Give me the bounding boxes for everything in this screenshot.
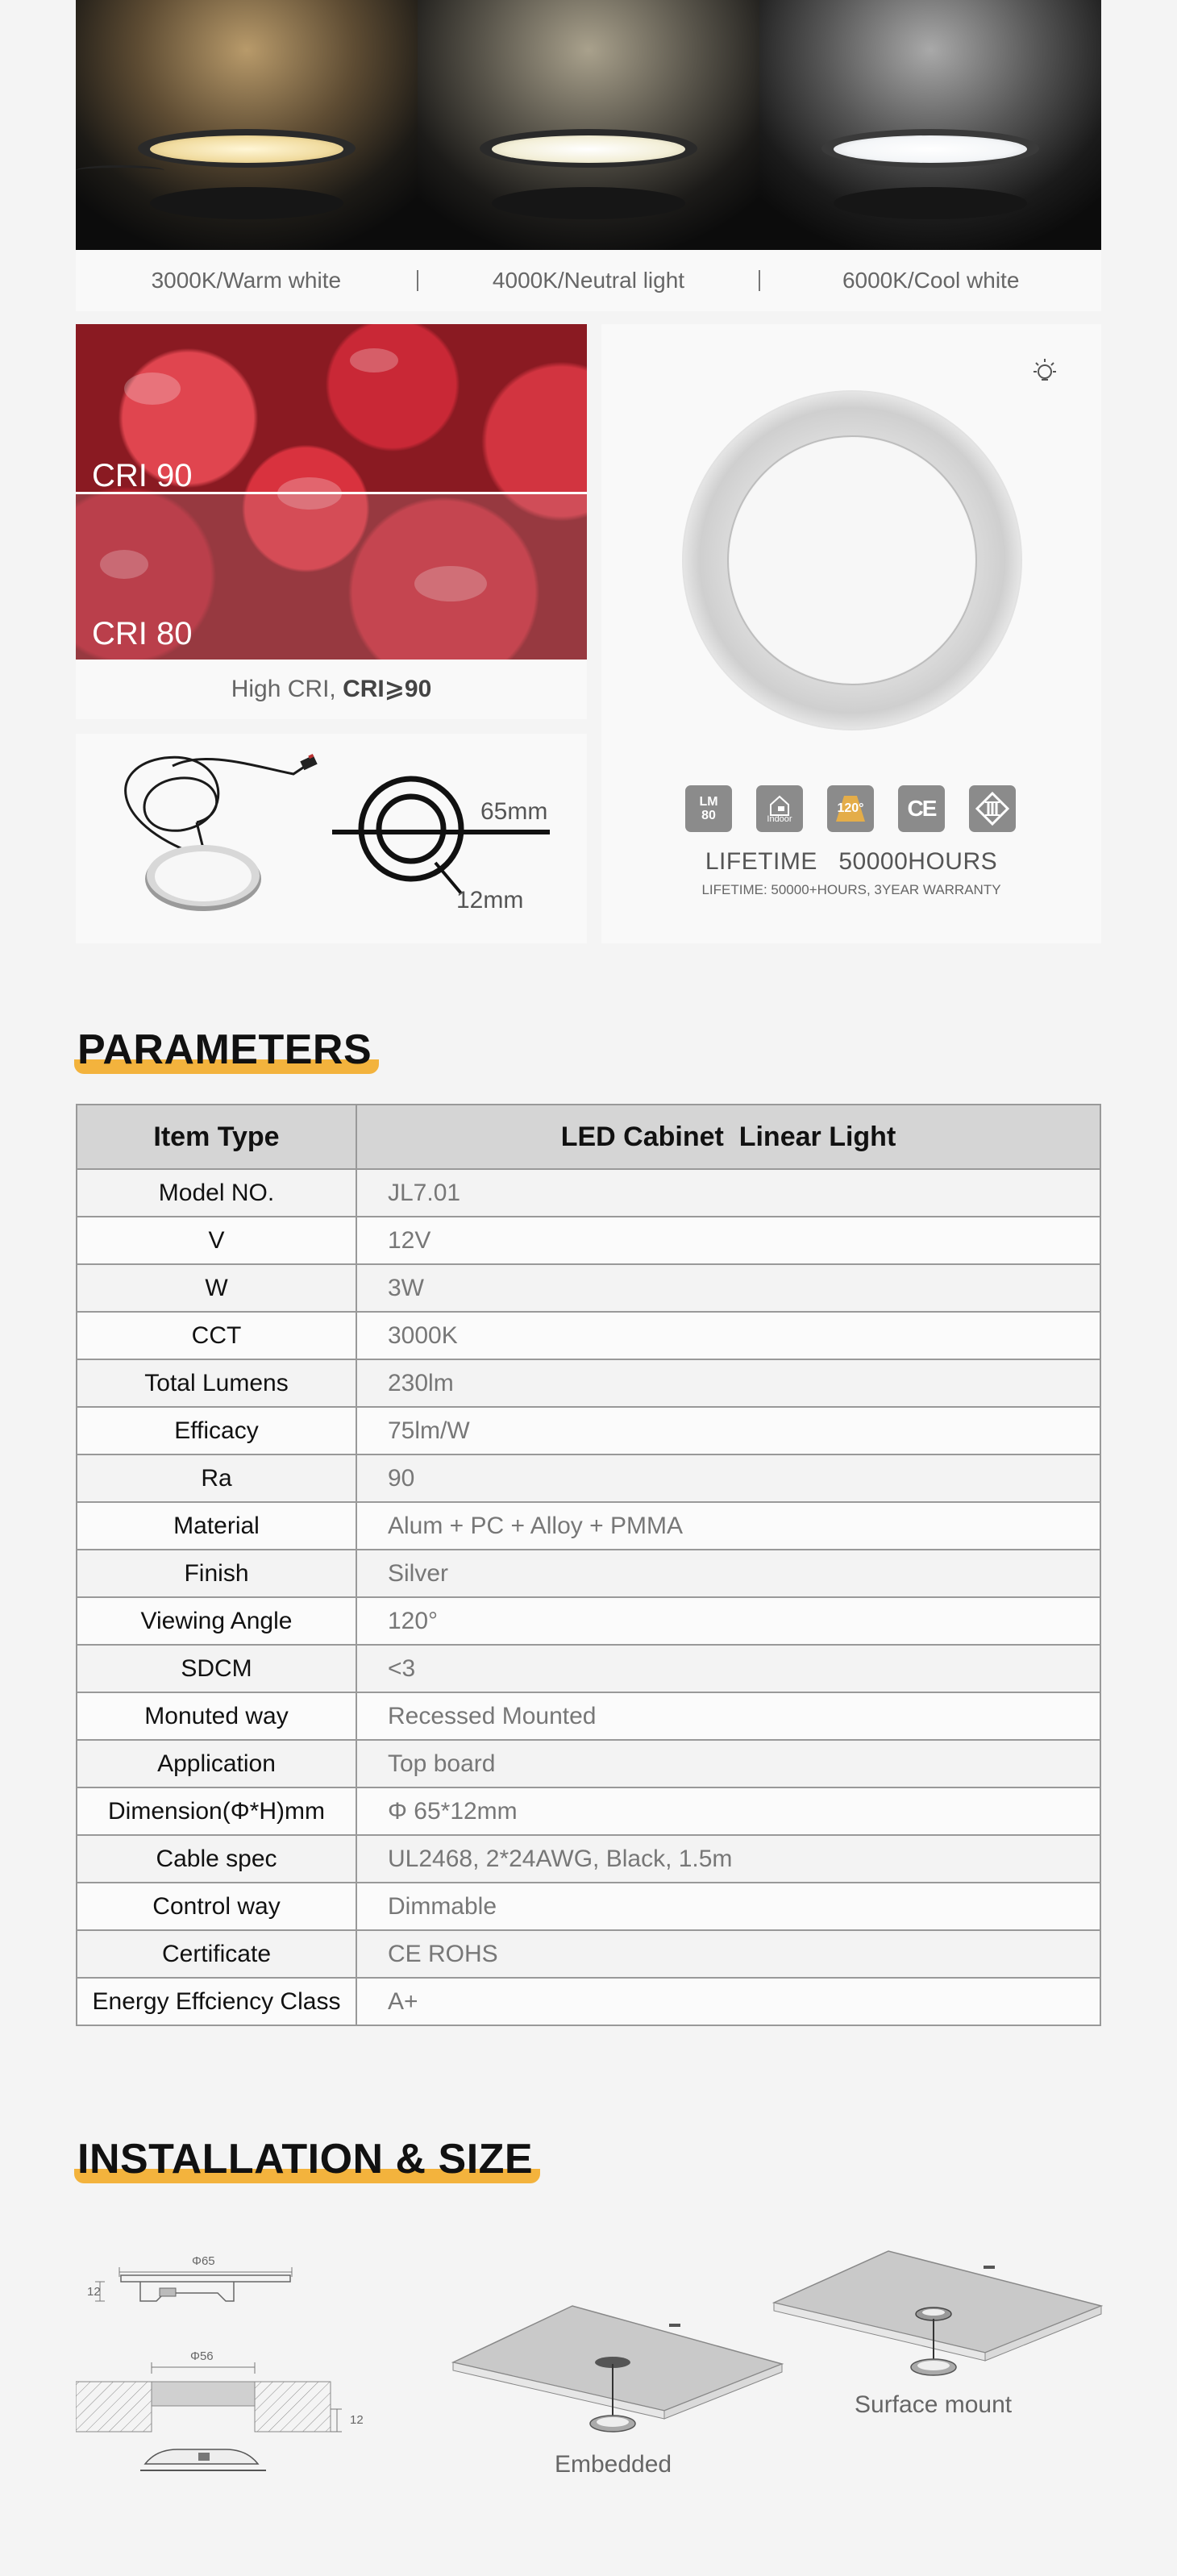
lifetime-title: LIFETIME 50000HOURS	[705, 848, 998, 875]
param-value: CE ROHS	[356, 1930, 1100, 1978]
table-header-value: LED Cabinet Linear Light	[356, 1105, 1100, 1169]
param-value: JL7.01	[356, 1169, 1100, 1217]
product-photo	[682, 390, 1022, 730]
param-key: Material	[77, 1502, 356, 1550]
param-value: 3W	[356, 1264, 1100, 1312]
cri-80-tag: CRI 80	[92, 616, 193, 651]
table-row	[77, 1312, 1100, 1359]
table-row	[77, 1835, 1100, 1883]
param-key: Control way	[77, 1883, 356, 1930]
param-value: 90	[356, 1454, 1100, 1502]
param-value: Silver	[356, 1550, 1100, 1597]
cri-caption-bold: CRI⩾90	[343, 676, 432, 702]
surface-mount-illustration	[772, 2248, 1103, 2385]
param-value: 120°	[356, 1597, 1100, 1645]
param-key: Monuted way	[77, 1692, 356, 1740]
param-key: Total Lumens	[77, 1359, 356, 1407]
parameters-title: PARAMETERS	[77, 1026, 372, 1073]
indoor-icon: Indoor	[756, 785, 803, 832]
cct-photo-warm	[76, 0, 418, 250]
parameters-table-body	[77, 1169, 1100, 2025]
param-value: A+	[356, 1978, 1100, 2025]
param-value: Top board	[356, 1740, 1100, 1787]
table-row	[77, 1217, 1100, 1264]
drawing-height: 12	[87, 2285, 101, 2299]
param-key: Finish	[77, 1550, 356, 1597]
param-key: V	[77, 1217, 356, 1264]
param-value: 75lm/W	[356, 1407, 1100, 1454]
installation-title: INSTALLATION & SIZE	[77, 2136, 534, 2183]
table-row	[77, 1264, 1100, 1312]
dimensions-card	[76, 734, 587, 943]
param-key: SDCM	[77, 1645, 356, 1692]
cct-label-neutral: 4000K/Neutral light	[492, 268, 685, 293]
cct-label-cool: 6000K/Cool white	[842, 268, 1020, 293]
table-row	[77, 1740, 1100, 1787]
param-value: Φ 65*12mm	[356, 1787, 1100, 1835]
param-key: Efficacy	[77, 1407, 356, 1454]
drawing-cutout-diameter: Φ56	[190, 2349, 214, 2363]
cct-photo-cool	[759, 0, 1101, 250]
parameters-table	[76, 1104, 1101, 2026]
table-header-key: Item Type	[77, 1105, 356, 1169]
table-row	[77, 1978, 1100, 2025]
param-key: W	[77, 1264, 356, 1312]
table-row	[77, 1597, 1100, 1645]
product-card	[601, 324, 1101, 943]
ce-mark-icon: CE	[898, 785, 945, 832]
drawing-outer-diameter: Φ65	[192, 2254, 215, 2268]
class-iii-icon	[969, 785, 1016, 832]
param-value: <3	[356, 1645, 1100, 1692]
param-key: Ra	[77, 1454, 356, 1502]
param-key: Energy Effciency Class	[77, 1978, 356, 2025]
lightbulb-icon	[1029, 355, 1061, 387]
table-row	[77, 1930, 1100, 1978]
param-key: Application	[77, 1740, 356, 1787]
surface-mount-label: Surface mount	[855, 2391, 1013, 2418]
param-value: 230lm	[356, 1359, 1100, 1407]
lm80-icon: LM 80	[685, 785, 732, 832]
embedded-mount-illustration	[451, 2298, 790, 2443]
param-key: Certificate	[77, 1930, 356, 1978]
cri-card	[76, 324, 587, 719]
param-value: 3000K	[356, 1312, 1100, 1359]
param-value: Dimmable	[356, 1883, 1100, 1930]
table-row	[77, 1883, 1100, 1930]
table-row	[77, 1169, 1100, 1217]
cct-label-warm: 3000K/Warm white	[151, 268, 342, 293]
cri-90-tag: CRI 90	[92, 458, 193, 493]
param-key: Model NO.	[77, 1169, 356, 1217]
cct-photo-strip	[76, 0, 1101, 250]
table-row	[77, 1550, 1100, 1597]
cct-photo-neutral	[418, 0, 759, 250]
table-row	[77, 1787, 1100, 1835]
param-key: CCT	[77, 1312, 356, 1359]
param-key: Dimension(Φ*H)mm	[77, 1787, 356, 1835]
param-value: UL2468, 2*24AWG, Black, 1.5m	[356, 1835, 1100, 1883]
cct-label-bar	[76, 250, 1101, 311]
lifetime-subtitle: LIFETIME: 50000+HOURS, 3YEAR WARRANTY	[701, 882, 1001, 897]
table-row	[77, 1454, 1100, 1502]
param-value: Alum + PC + Alloy + PMMA	[356, 1502, 1100, 1550]
table-row	[77, 1692, 1100, 1740]
param-key: Viewing Angle	[77, 1597, 356, 1645]
param-key: Cable spec	[77, 1835, 356, 1883]
drawing-board-thickness: 12	[350, 2413, 364, 2427]
beam-angle-icon: 120°	[827, 785, 874, 832]
table-header-row	[77, 1105, 1100, 1169]
dimension-diameter-label: 65mm	[480, 798, 548, 825]
table-row	[77, 1359, 1100, 1407]
param-value: Recessed Mounted	[356, 1692, 1100, 1740]
embedded-label: Embedded	[555, 2451, 672, 2478]
table-row	[77, 1407, 1100, 1454]
table-row	[77, 1502, 1100, 1550]
table-row	[77, 1645, 1100, 1692]
dimension-height-label: 12mm	[456, 887, 524, 913]
installation-technical-drawing	[76, 2248, 382, 2482]
param-value: 12V	[356, 1217, 1100, 1264]
certification-badges	[685, 785, 1016, 832]
cri-caption: High CRI, CRI⩾90	[231, 676, 432, 702]
